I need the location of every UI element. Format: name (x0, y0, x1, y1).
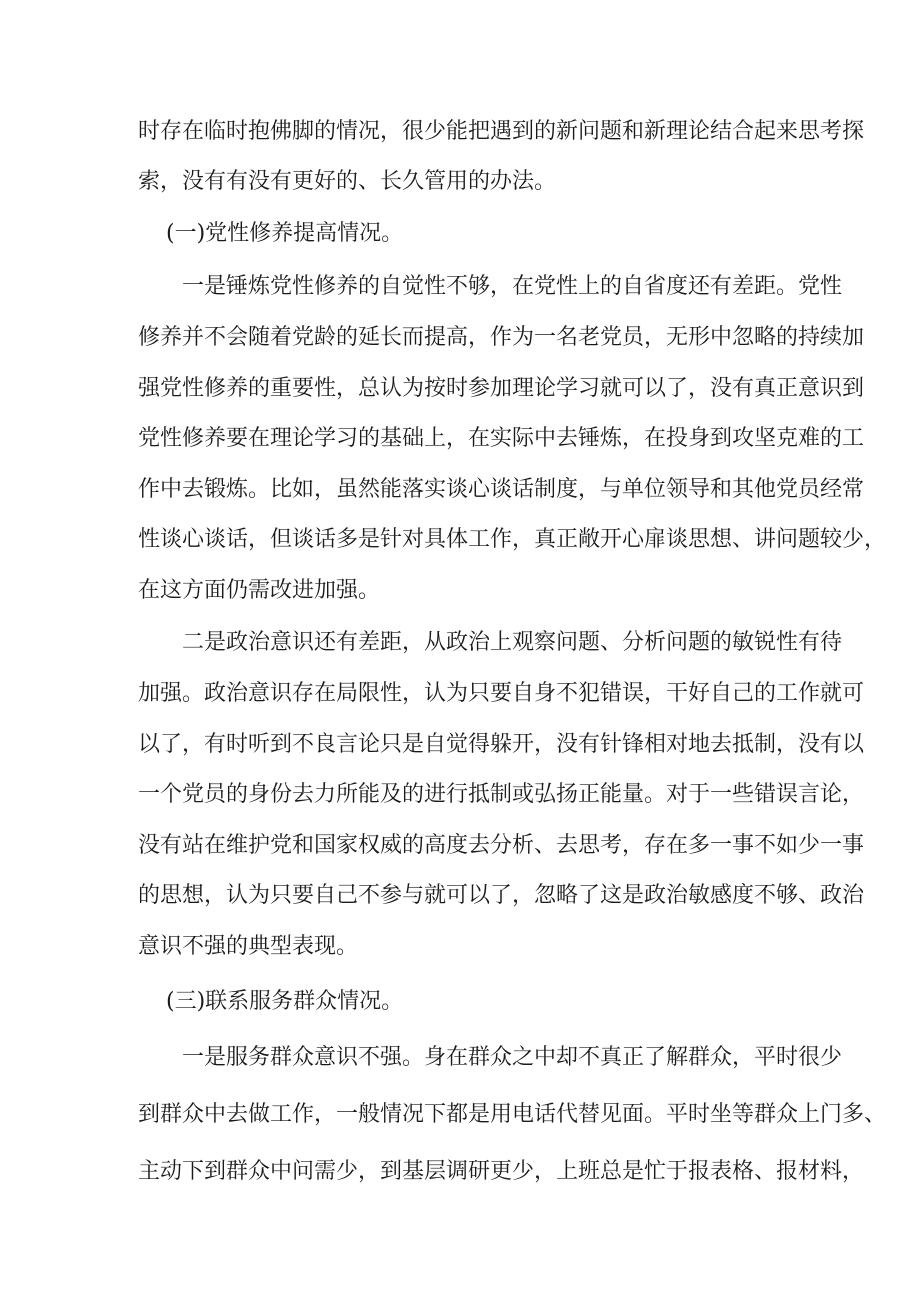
paragraph-line: 强党性修养的重要性，总认为按时参加理论学习就可以了，没有真正意识到 (138, 376, 865, 401)
paragraph-line: 一是锤炼党性修养的自觉性不够，在党性上的自省度还有差距。党性 (182, 274, 843, 299)
paragraph-line: 时存在临时抱佛脚的情况，很少能把遇到的新问题和新理论结合起来思考探 (138, 119, 865, 144)
paragraph-line: 主动下到群众中问需少，到基层调研更少，上班总是忙于报表格、报材料， (138, 1159, 865, 1184)
section-heading: (三)联系服务群众情况。 (166, 989, 404, 1014)
paragraph-line: 二是政治意识还有差距，从政治上观察问题、分析问题的敏锐性有待 (182, 630, 843, 655)
paragraph-line: 党性修养要在理论学习的基础上，在实际中去锤炼，在投身到攻坚克难的工 (138, 426, 865, 451)
paragraph-line: 以了，有时听到不良言论只是自觉得躲开，没有针锋相对地去抵制，没有以 (138, 732, 865, 757)
paragraph-line: 性谈心谈话，但谈话多是针对具体工作，真正敞开心扉谈思想、讲问题较少， (138, 527, 887, 552)
paragraph-line: 没有站在维护党和国家权威的高度去分析、去思考，存在多一事不如少一事 (138, 833, 865, 858)
paragraph-line: 修养并不会随着党龄的延长而提高，作为一名老党员，无形中忽略的持续加 (138, 325, 865, 350)
paragraph-line: 作中去锻炼。比如，虽然能落实谈心谈话制度，与单位领导和其他党员经常 (138, 477, 865, 502)
paragraph-line: 一是服务群众意识不强。身在群众之中却不真正了解群众，平时很少 (182, 1045, 843, 1070)
paragraph-line: 一个党员的身份去力所能及的进行抵制或弘扬正能量。对于一些错误言论， (138, 782, 865, 807)
paragraph-line: 索，没有有没有更好的、长久管用的办法。 (138, 169, 557, 194)
paragraph-line: 加强。政治意识存在局限性，认为只要自身不犯错误，干好自己的工作就可 (138, 681, 865, 706)
section-heading: (一)党性修养提高情况。 (166, 221, 404, 246)
paragraph-line: 在这方面仍需改进加强。 (138, 578, 381, 603)
paragraph-line: 意识不强的典型表现。 (138, 934, 359, 959)
paragraph-line: 到群众中去做工作，一般情况下都是用电话代替见面。平时坐等群众上门多、 (138, 1102, 887, 1127)
paragraph-line: 的思想，认为只要自己不参与就可以了，忽略了这是政治敏感度不够、政治 (138, 883, 865, 908)
